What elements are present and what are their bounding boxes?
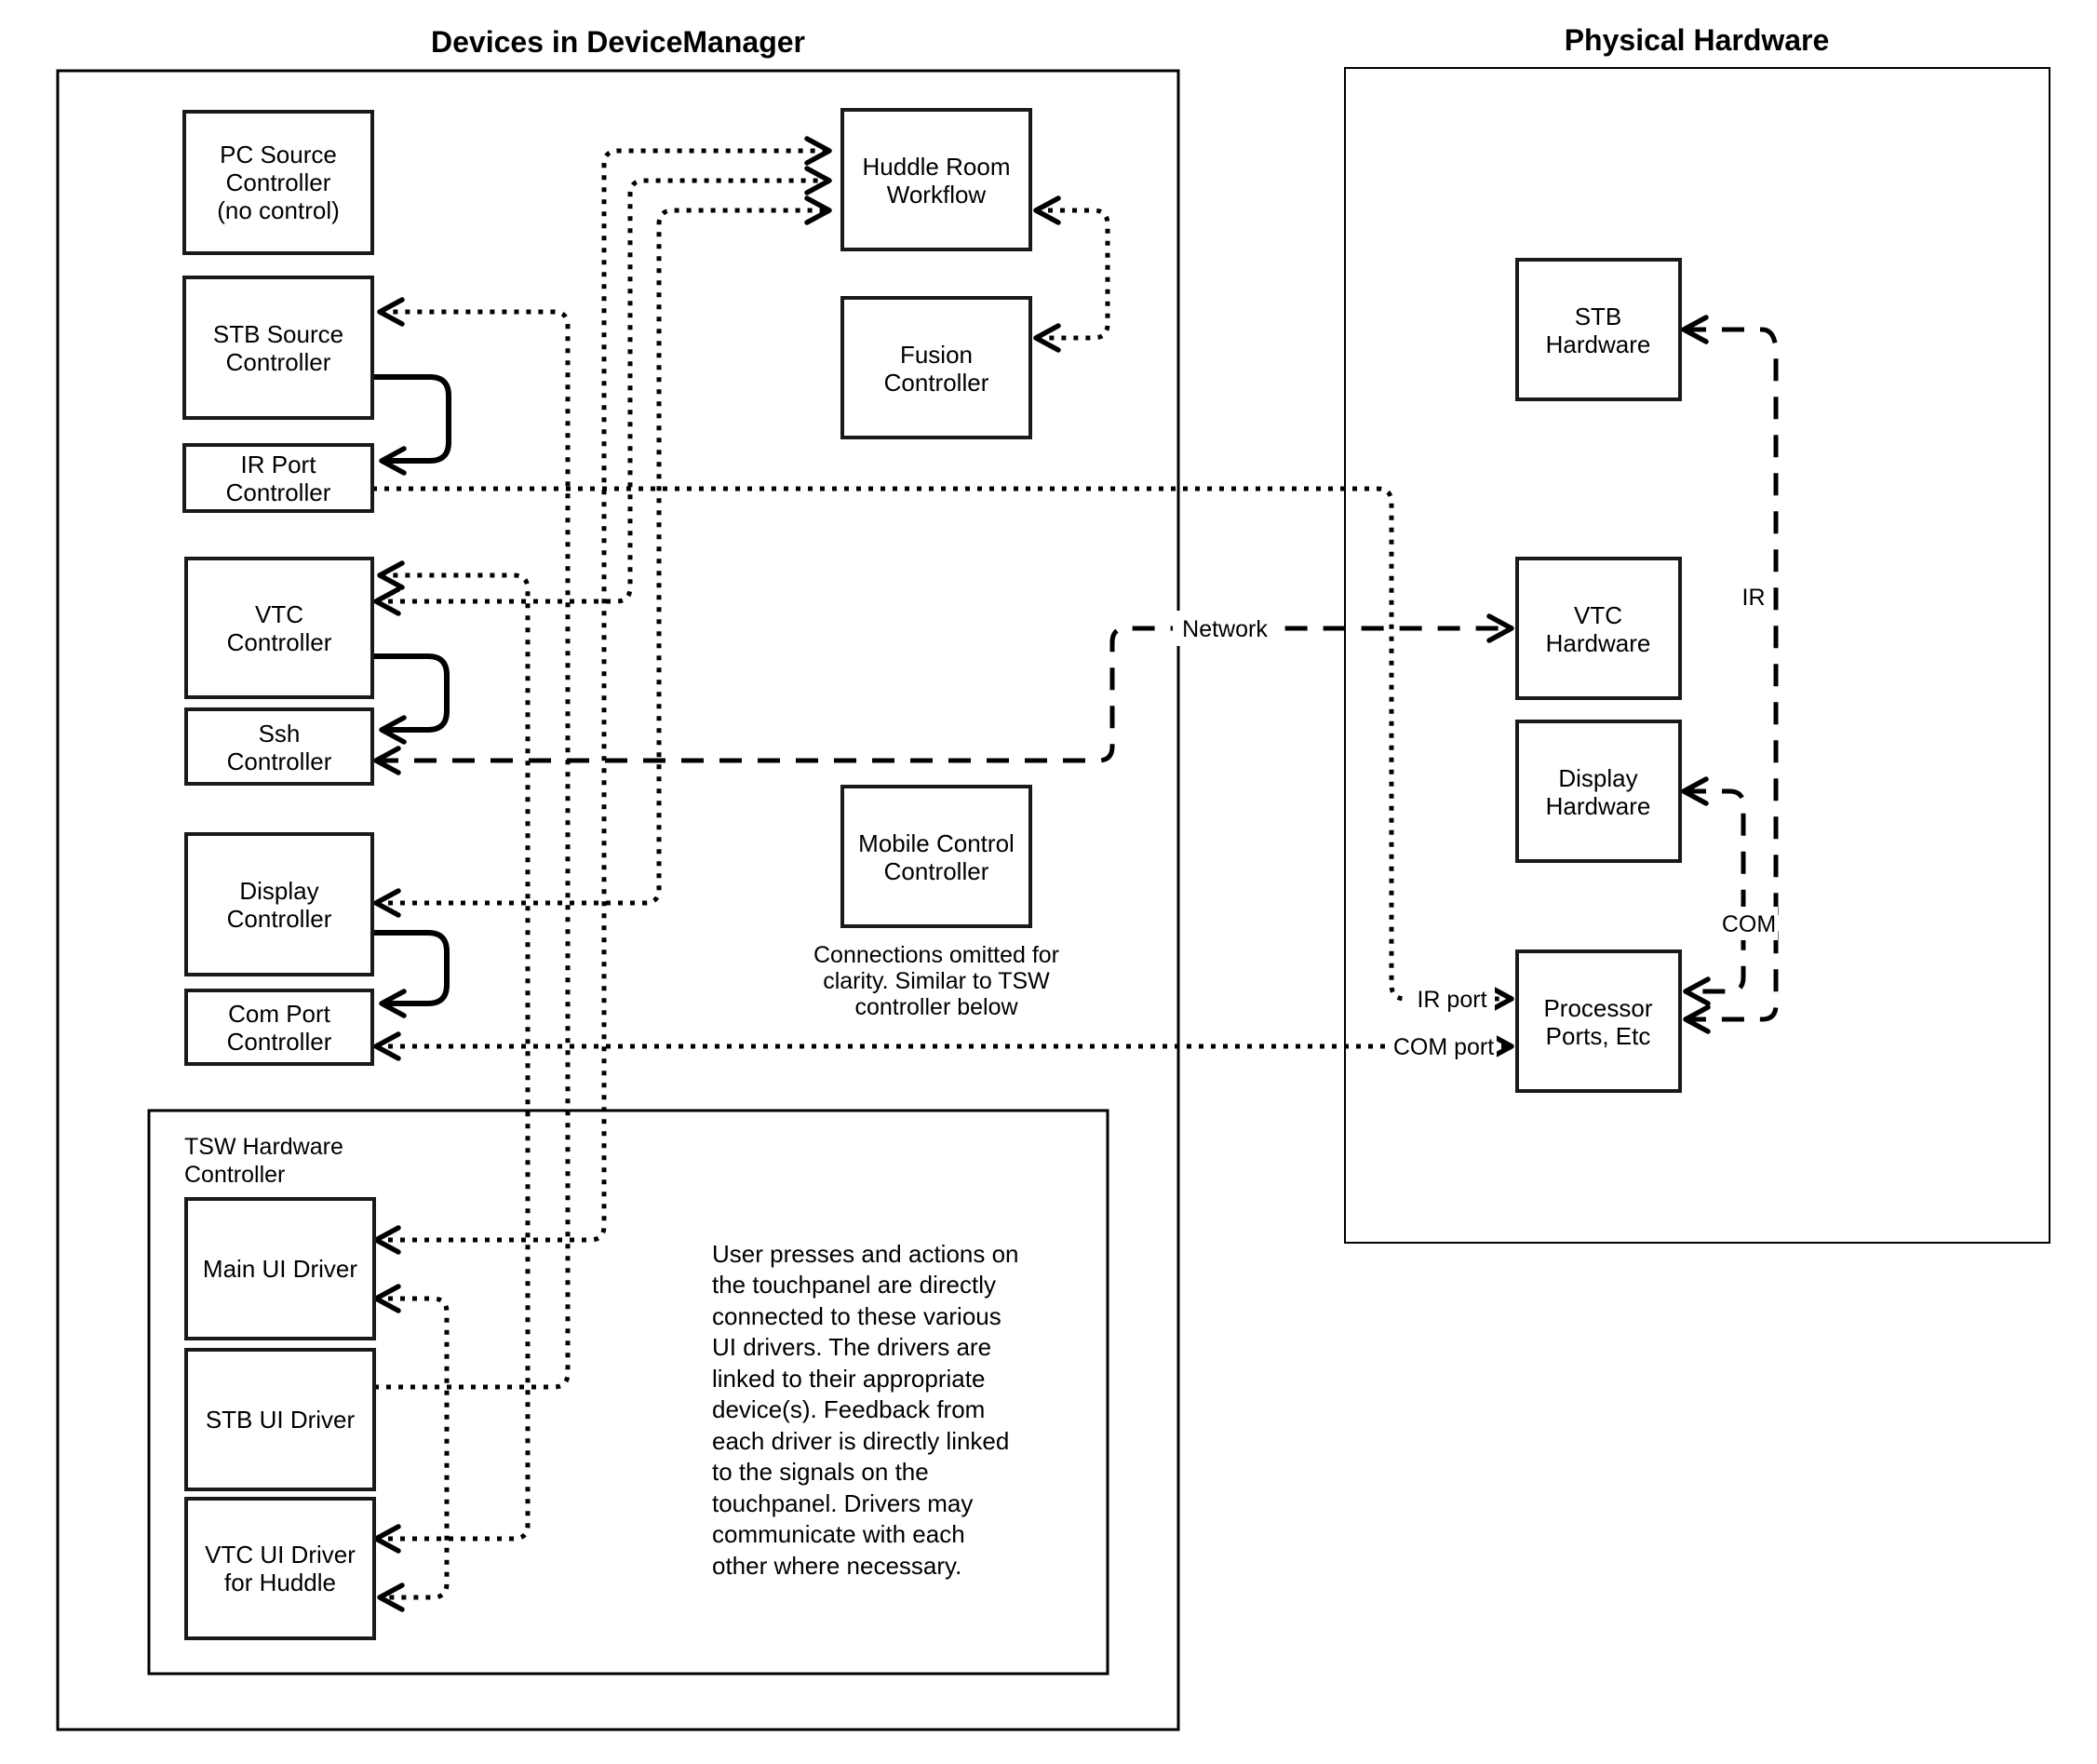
box-stb-ui-driver [186,1350,374,1489]
annotation-line: to the signals on the [712,1458,929,1486]
box-label: STB Source [212,320,344,348]
com-port-label: COM port [1392,1034,1495,1060]
annotation-paragraph [712,1240,1019,1580]
annotation-line: linked to their appropriate [712,1365,986,1393]
box-display-hardware [1517,721,1680,861]
connector-stbsource-irport [372,377,449,461]
network-label: Network [1182,616,1268,642]
box-label: Controller [226,905,332,933]
com-label: COM [1721,911,1777,937]
box-label: Hardware [1545,629,1651,657]
box-label: Controller [225,168,331,196]
box-label: Ports, Etc [1545,1022,1651,1050]
box-label: PC Source [220,141,337,168]
box-fusion-controller [842,298,1030,438]
connector-mainui-vtcui [376,1299,447,1597]
mobile-caption [813,942,1059,1020]
connector-huddle-fusion [1036,210,1108,338]
box-com-port-controller [186,990,372,1064]
connector-vtcctrl-ssh [372,656,447,730]
annotation-line: each driver is directly linked [712,1427,1010,1455]
box-label: Display [239,877,319,905]
box-mobile-control-controller [842,787,1030,926]
box-label: Main UI Driver [202,1255,358,1283]
box-label: VTC [255,600,303,628]
box-label: for Huddle [224,1569,336,1596]
box-vtc-controller [186,559,372,697]
tsw-panel-label-line1: TSW Hardware [184,1134,343,1160]
box-stb-source-controller [184,277,372,418]
mobile-caption-line3: controller below [854,994,1018,1020]
box-label: Controller [226,747,332,775]
ir-label: IR [1741,585,1766,611]
box-label: STB [1574,303,1622,330]
box-label: Controller [225,348,331,376]
box-label: STB UI Driver [205,1406,356,1434]
box-label: Controller [225,478,331,506]
connector-ssh-network-vtchw [376,628,1512,761]
annotation-line: UI drivers. The drivers are [712,1333,992,1361]
annotation-line: the touchpanel are directly [712,1271,996,1299]
title-physical-hardware: Physical Hardware [1564,23,1830,57]
box-label: VTC UI Driver [205,1541,356,1569]
mobile-caption-line2: clarity. Similar to TSW [823,968,1050,994]
box-label: Display [1558,764,1638,792]
title-device-manager: Devices in DeviceManager [431,25,805,59]
box-huddle-room-workflow [842,110,1030,249]
box-main-ui-driver [186,1199,374,1339]
box-label: Huddle Room [862,153,1011,181]
annotation-line: connected to these various [712,1302,1001,1330]
box-label: Mobile Control [858,829,1015,857]
box-label: Ssh [258,720,301,747]
box-label: IR Port [240,451,316,478]
annotation-line: User presses and actions on [712,1240,1019,1268]
box-label: Workflow [886,181,987,209]
box-label: Hardware [1545,330,1651,358]
connector-stbui-stbsource [374,312,568,1387]
box-label: Processor [1543,994,1653,1022]
box-label: VTC [1574,601,1622,629]
connector-displayctrl-comport [372,933,447,1003]
box-ssh-controller [186,709,372,784]
box-vtc-ui-driver [186,1499,374,1638]
annotation-line: communicate with each [712,1520,965,1548]
annotation-line: touchpanel. Drivers may [712,1489,974,1517]
annotation-line: device(s). Feedback from [712,1395,986,1423]
box-processor-ports [1517,951,1680,1091]
box-display-controller [186,834,372,975]
box-stb-hardware [1517,260,1680,399]
box-label: Controller [226,1028,332,1056]
box-vtc-hardware [1517,559,1680,698]
mobile-caption-line1: Connections omitted for [813,942,1060,968]
box-label: Controller [883,857,989,885]
box-label: Hardware [1545,792,1651,820]
box-ir-port-controller [184,445,372,511]
box-label: (no control) [217,196,340,224]
panel-physical-hardware [1345,68,2050,1243]
box-label: Controller [226,628,332,656]
box-label: Controller [883,369,989,397]
box-label: Fusion [899,341,974,369]
connector-vtcui-vtcctrl [376,575,528,1539]
box-label: Com Port [228,1000,330,1028]
connector-displayhw-com-processor [1684,791,1743,991]
annotation-line: other where necessary. [712,1552,962,1580]
ir-port-label: IR port [1417,987,1487,1013]
tsw-panel-label-line2: Controller [184,1162,286,1188]
connector-displayctrl-huddle [376,210,829,903]
box-pc-source-controller [184,112,372,253]
